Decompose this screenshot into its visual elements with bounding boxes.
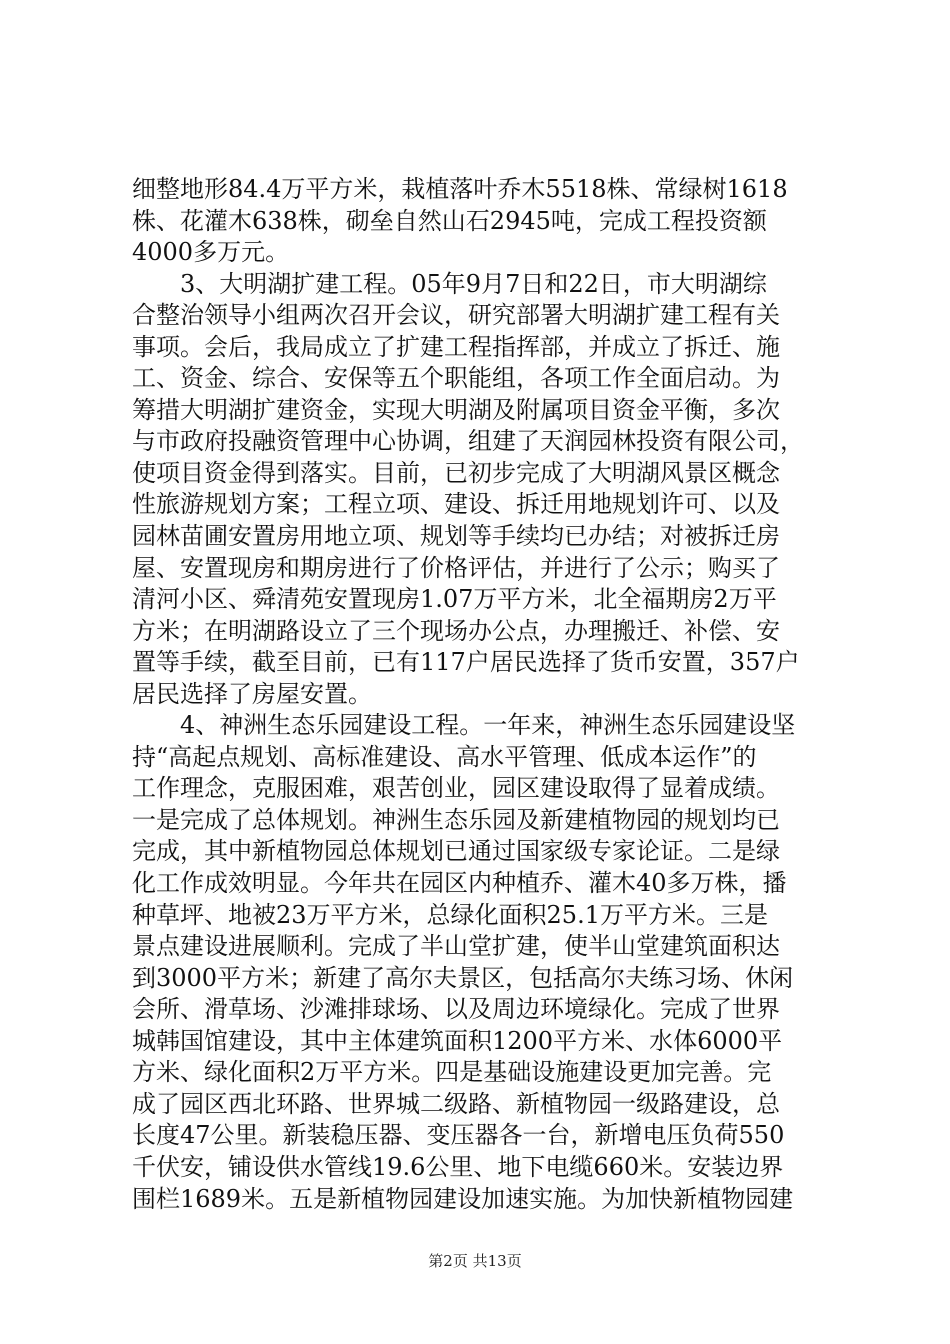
text-line: 与市政府投融资管理中心协调，组建了天润园林投资有限公司，: [132, 427, 804, 456]
text-line: 城韩国馆建设，其中主体建筑面积1200平方米、水体6000平: [132, 1026, 783, 1055]
text-line: 工作理念，克服困难，艰苦创业，园区建设取得了显着成绩。: [132, 774, 780, 803]
text-line: 千伏安，铺设供水管线19.6公里、地下电缆660米。安装边界: [132, 1152, 784, 1181]
text-line: 完成，其中新植物园总体规划已通过国家级专家论证。二是绿: [132, 837, 780, 866]
paragraph-start-line: 4、神洲生态乐园建设工程。一年来，神洲生态乐园建设坚: [132, 711, 796, 740]
text-line: 一是完成了总体规划。神洲生态乐园及新建植物园的规划均已: [132, 805, 780, 834]
text-line: 置等手续，截至目前，已有117户居民选择了货币安置，357户: [132, 648, 800, 677]
text-line: 长度47公里。新装稳压器、变压器各一台，新增电压负荷550: [132, 1121, 785, 1150]
text-line: 方米；在明湖路设立了三个现场办公点，办理搬迁、补偿、安: [132, 616, 780, 645]
text-line: 清河小区、舜清苑安置现房1.07万平方米，北全福期房2万平: [132, 585, 777, 614]
text-line: 化工作成效明显。今年共在园区内种植乔、灌木40多万株，播: [132, 869, 787, 898]
text-line: 工、资金、综合、安保等五个职能组，各项工作全面启动。为: [132, 364, 780, 393]
text-line: 方米、绿化面积2万平方米。四是基础设施建设更加完善。完: [132, 1058, 772, 1087]
text-line: 屋、安置现房和期房进行了价格评估，并进行了公示；购买了: [132, 553, 780, 582]
text-line: 合整治领导小组两次召开会议，研究部署大明湖扩建工程有关: [132, 301, 780, 330]
text-line: 持“高起点规划、高标准建设、高水平管理、低成本运作”的: [132, 742, 757, 771]
text-line: 会所、滑草场、沙滩排球场、以及周边环境绿化。完成了世界: [132, 995, 780, 1024]
text-line: 性旅游规划方案；工程立项、建设、拆迁用地规划许可、以及: [132, 490, 780, 519]
document-body: [132, 174, 832, 1215]
text-line: 株、花灌木638株，砌垒自然山石2945吨，完成工程投资额: [132, 206, 767, 235]
text-line: 到3000平方米；新建了高尔夫景区，包括高尔夫练习场、休闲: [132, 963, 794, 992]
text-line: 园林苗圃安置房用地立项、规划等手续均已办结；对被拆迁房: [132, 522, 780, 551]
text-line: 筹措大明湖扩建资金，实现大明湖及附属项目资金平衡，多次: [132, 395, 780, 424]
text-line: 成了园区西北环路、世界城二级路、新植物园一级路建设，总: [132, 1089, 780, 1118]
text-line: 种草坪、地被23万平方米，总绿化面积25.1万平方米。三是: [132, 900, 768, 929]
text-line: 围栏1689米。五是新植物园建设加速实施。为加快新植物园建: [132, 1184, 794, 1213]
text-line: 使项目资金得到落实。目前，已初步完成了大明湖风景区概念: [132, 458, 780, 487]
paragraph-start-line: 3、大明湖扩建工程。05年9月7日和22日，市大明湖综: [132, 269, 767, 298]
text-line: 景点建设进展顺利。完成了半山堂扩建，使半山堂建筑面积达: [132, 932, 780, 961]
text-line: 4000多万元。: [132, 238, 290, 267]
text-line: 事项。会后，我局成立了扩建工程指挥部，并成立了拆迁、施: [132, 332, 780, 361]
text-line: 居民选择了房屋安置。: [132, 679, 372, 708]
page-number-footer: 第2页 共13页: [428, 1252, 522, 1270]
text-line: 细整地形84.4万平方米，栽植落叶乔木5518株、常绿树1618: [132, 175, 788, 203]
